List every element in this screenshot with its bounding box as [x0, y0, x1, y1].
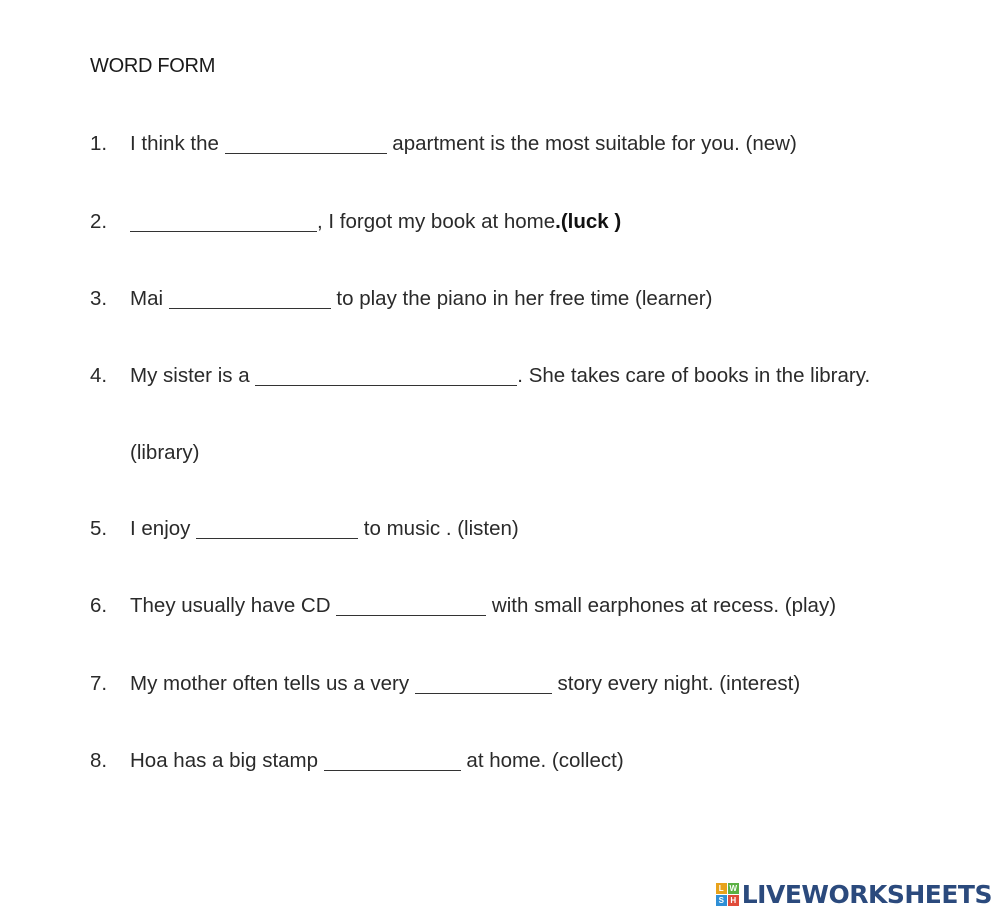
answer-blank[interactable] — [324, 748, 461, 774]
question-text-after: , I forgot my book at home — [317, 210, 556, 233]
liveworksheets-logo-icon: L W S H — [716, 883, 739, 906]
question-5 — [90, 516, 519, 542]
question-text-before: My mother often tells us a very — [130, 672, 415, 695]
question-text-after: apartment is the most suitable for you. (new) — [386, 132, 797, 155]
question-4 — [90, 363, 870, 389]
page-title: WORD FORM — [90, 55, 216, 77]
liveworksheets-brand[interactable] — [716, 880, 992, 909]
answer-blank[interactable] — [196, 516, 358, 542]
question-text-after: to music . (listen) — [358, 517, 519, 540]
question-number: 8. — [90, 749, 108, 772]
question-text-after: . She takes care of books in the library. — [517, 364, 871, 387]
question-6 — [90, 593, 836, 619]
question-text-before: My sister is a — [130, 364, 256, 387]
question-text-before: Hoa has a big stamp — [130, 749, 324, 772]
question-number: 1. — [90, 132, 108, 155]
question-hint: .(luck ) — [555, 210, 622, 233]
question-8 — [90, 748, 624, 774]
question-text-before: Mai — [130, 287, 169, 310]
answer-blank[interactable] — [336, 593, 486, 619]
question-4-hint: (library) — [130, 441, 200, 464]
question-number: 7. — [90, 672, 108, 695]
question-text-after: story every night. (interest) — [551, 672, 801, 695]
question-text-after: with small earphones at recess. (play) — [486, 594, 837, 617]
question-number: 6. — [90, 594, 108, 617]
question-7 — [90, 671, 800, 697]
question-text-after: to play the piano in her free time (learner) — [330, 287, 713, 310]
brand-name: LIVEWORKSHEETS — [741, 880, 992, 909]
question-number: 4. — [90, 364, 108, 387]
question-text-before: I enjoy — [130, 517, 197, 540]
question-1 — [90, 131, 797, 157]
question-number: 3. — [90, 287, 108, 310]
answer-blank[interactable] — [169, 286, 331, 312]
question-number: 2. — [90, 210, 108, 233]
answer-blank[interactable] — [415, 671, 552, 697]
answer-blank[interactable] — [225, 131, 387, 157]
question-text-before: They usually have CD — [130, 594, 337, 617]
question-2 — [90, 209, 621, 235]
answer-blank[interactable] — [130, 209, 317, 235]
question-3 — [90, 286, 712, 312]
question-text-before: I think the — [130, 132, 225, 155]
answer-blank[interactable] — [255, 363, 517, 389]
question-number: 5. — [90, 517, 108, 540]
question-text-after: at home. (collect) — [460, 749, 624, 772]
